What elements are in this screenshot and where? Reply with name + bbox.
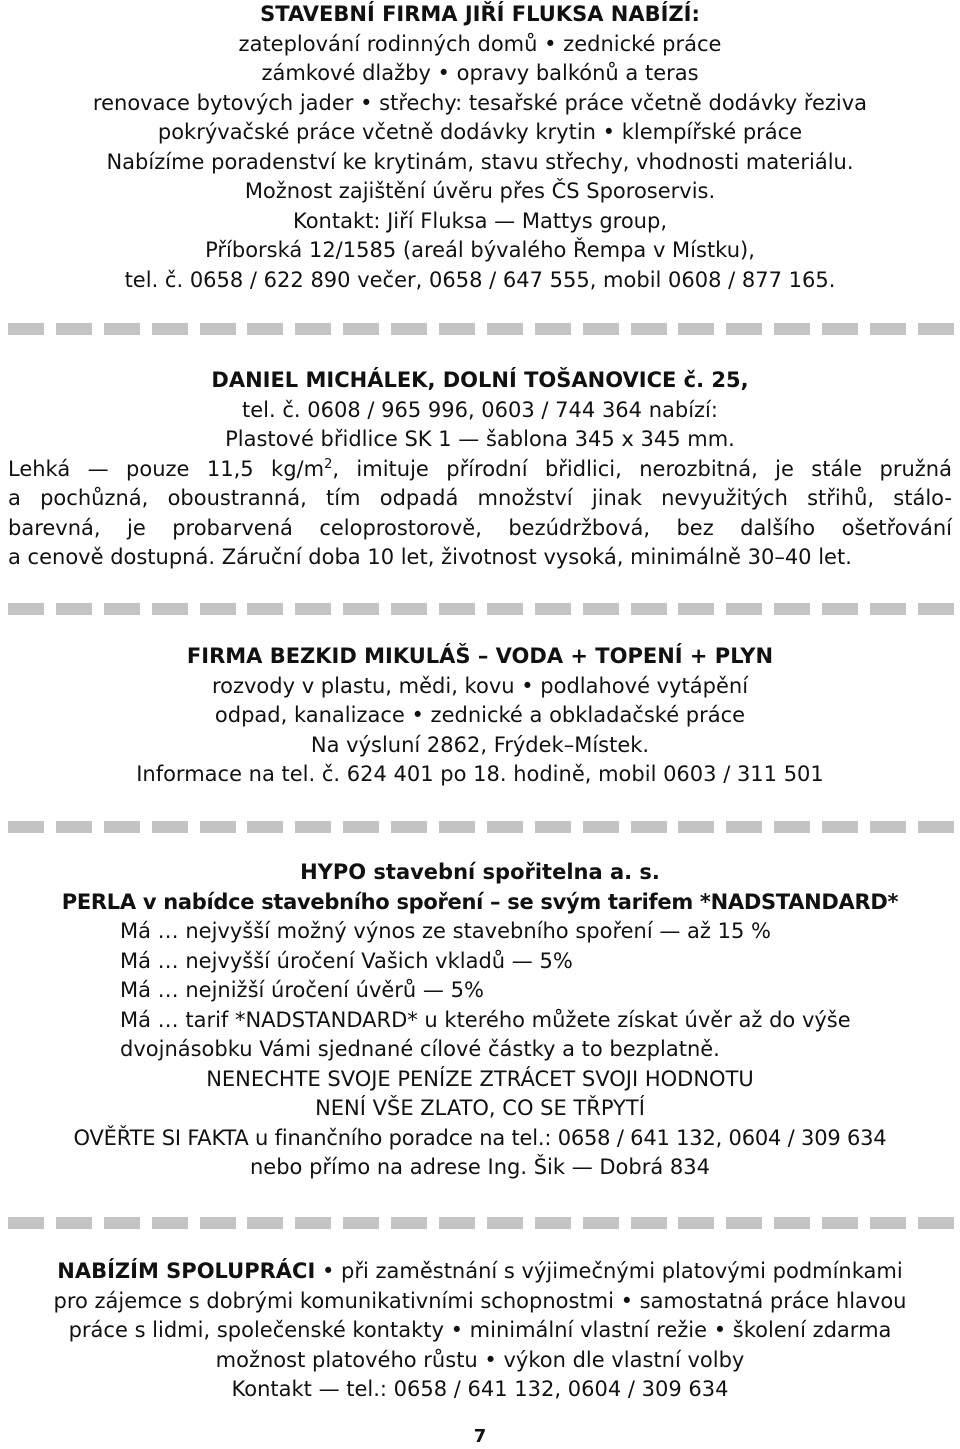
ad-line: Plastové břidlice SK 1 — šablona 345 x 345 mm. bbox=[225, 427, 735, 451]
ad-bezkid bbox=[0, 642, 960, 790]
list-item: Má … nejvyšší možný výnos ze stavebního spoření — až 15 % bbox=[120, 919, 771, 943]
ad-fluksa bbox=[0, 0, 960, 295]
ad-title: FIRMA BEZKID MIKULÁŠ – VODA + TOPENÍ + PLYN bbox=[186, 644, 774, 668]
list-item: Má … tarif *NADSTANDARD* u kterého můžete získat úvěr až do výše bbox=[120, 1007, 851, 1032]
page-number: 7 bbox=[473, 1426, 487, 1447]
ad-line: Informace na tel. č. 624 401 po 18. hodině, mobil 0603 / 311 501 bbox=[136, 762, 824, 786]
superscript: 2 bbox=[324, 456, 333, 472]
list-item: dvojnásobku Vámi sjednané cílové částky a to bezplatně. bbox=[120, 1037, 720, 1061]
ad-line: Kontakt: Jiří Fluksa — Mattys group, bbox=[292, 208, 667, 233]
ad-body-line: a cenově dostupná. Záruční doba 10 let, životnost vysoká, minimálně 30–40 let. bbox=[8, 545, 852, 569]
ad-line: tel. č. 0658 / 622 890 večer, 0658 / 647 555, mobil 0608 / 877 165. bbox=[124, 267, 836, 292]
ad-line: Nabízíme poradenství ke krytinám, stavu střechy, vhodnosti materiálu. bbox=[106, 149, 854, 174]
ad-body-line: a pochůzná, oboustranná, tím odpadá množství jinak nevyužitých střihů, stálo- bbox=[8, 486, 952, 510]
ad-line: rozvody v plastu, mědi, kovu • podlahové vytápění bbox=[211, 673, 749, 698]
ad-line: NENÍ VŠE ZLATO, CO SE TŘPYTÍ bbox=[315, 1096, 645, 1120]
ad-line: Příborská 12/1585 (areál bývalého Řempa v Místku), bbox=[205, 238, 755, 262]
dashed-separator bbox=[8, 821, 954, 833]
ad-line: Možnost zajištění úvěru přes ČS Sporoservis. bbox=[244, 179, 716, 203]
ad-line: OVĚŘTE SI FAKTA u finančního poradce na tel.: 0658 / 641 132, 0604 / 309 634 bbox=[73, 1125, 887, 1150]
ad-hypo bbox=[0, 858, 960, 1183]
ad-title: STAVEBNÍ FIRMA JIŘÍ FLUKSA NABÍZÍ: bbox=[260, 2, 700, 26]
ad-michalek bbox=[0, 366, 960, 573]
ad-body-line: barevná, je probarvená celoprostorově, bezúdržbová, bez dalšího ošetřování bbox=[8, 515, 952, 540]
dashed-separator bbox=[8, 1217, 954, 1229]
ad-body-line: Lehká — pouze 11,5 $kg/m^2$, imituje přírodní břidlici, nerozbitná, je stále pružná bbox=[8, 456, 952, 481]
ad-line: nebo přímo na adrese Ing. Šik — Dobrá 834 bbox=[249, 1155, 710, 1179]
ad-line: zateplování rodinných domů • zednické práce bbox=[238, 31, 722, 56]
ad-line: renovace bytových jader • střechy: tesařské práce včetně dodávky řeziva bbox=[92, 90, 868, 115]
ad-line: Kontakt — tel.: 0658 / 641 132, 0604 / 309 634 bbox=[231, 1377, 729, 1401]
ad-line: odpad, kanalizace • zednické a obkladačské práce bbox=[214, 703, 746, 727]
ad-line: Na výsluní 2862, Frýdek–Místek. bbox=[310, 732, 650, 757]
ad-title: HYPO stavební spořitelna a. s. bbox=[300, 860, 660, 884]
ad-line: pro zájemce s dobrými komunikativními schopnostmi • samostatná práce hlavou bbox=[53, 1288, 907, 1313]
ad-subtitle: PERLA v nabídce stavebního spoření – se svým tarifem *NADSTANDARD* bbox=[61, 889, 899, 914]
dashed-separator bbox=[8, 603, 954, 615]
dashed-separator bbox=[8, 323, 954, 335]
ad-line: možnost platového růstu • výkon dle vlastní volby bbox=[215, 1347, 745, 1372]
ad-line: tel. č. 0608 / 965 996, 0603 / 744 364 nabízí: bbox=[242, 397, 718, 422]
list-item: Má … nejvyšší úročení Vašich vkladů — 5% bbox=[120, 948, 573, 973]
ad-spoluprace bbox=[0, 1257, 960, 1405]
ad-line: zámkové dlažby • opravy balkónů a teras bbox=[261, 61, 699, 85]
ad-line: práce s lidmi, společenské kontakty • minimální vlastní režie • školení zdarma bbox=[68, 1318, 892, 1342]
ad-line: NENECHTE SVOJE PENÍZE ZTRÁCET SVOJI HODNOTU bbox=[206, 1066, 754, 1091]
ad-title: DANIEL MICHÁLEK, DOLNÍ TOŠANOVICE č. 25, bbox=[211, 368, 749, 392]
ad-line: NABÍZÍM SPOLUPRÁCI • při zaměstnání s výjimečnými platovými podmínkami bbox=[57, 1259, 903, 1283]
list-item: Má … nejnižší úročení úvěrů — 5% bbox=[120, 978, 484, 1002]
ad-line: pokrývačské práce včetně dodávky krytin • klempířské práce bbox=[157, 120, 803, 144]
ad-lead: NABÍZÍM SPOLUPRÁCI bbox=[57, 1259, 316, 1283]
